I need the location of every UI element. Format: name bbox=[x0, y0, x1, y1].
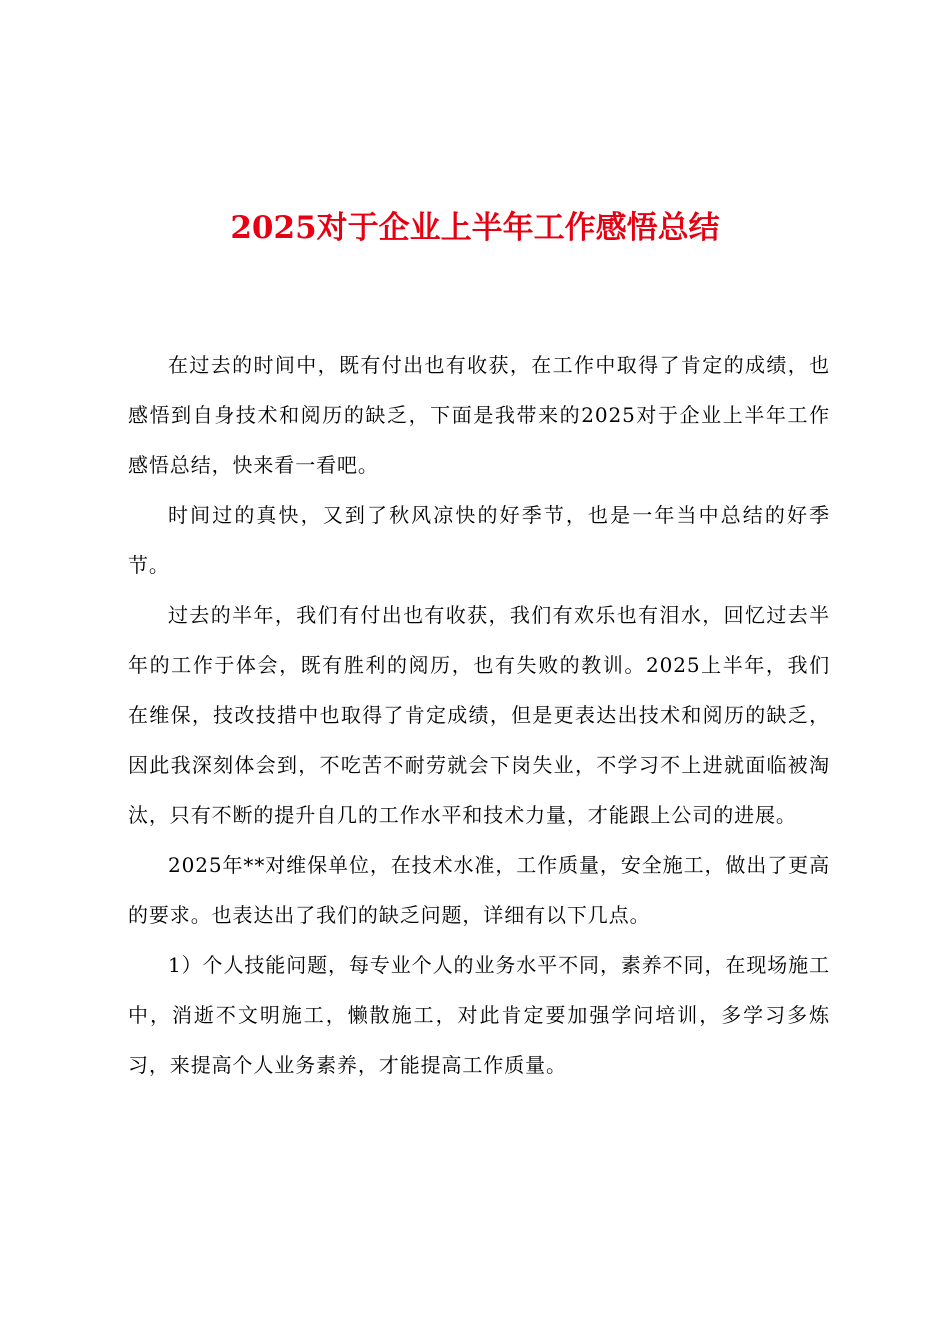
paragraph-intro: 在过去的时间中，既有付出也有收获，在工作中取得了肯定的成绩，也感悟到自身技术和阅历的缺乏，下面是我带来的2025对于企业上半年工作感悟总结，快来看一看吧。 bbox=[128, 353, 830, 477]
paragraph-point-1: 1）个人技能问题，每专业个人的业务水平不同，素养不同，在现场施工中，消逝不文明施工，懒散施工，对此肯定要加强学问培训，多学习多炼习，来提高个人业务素养，才能提高工作质量。 bbox=[128, 953, 830, 1077]
document-title: 2025对于企业上半年工作感悟总结 bbox=[230, 210, 720, 246]
document-body bbox=[128, 340, 830, 1090]
paragraph-review: 过去的半年，我们有付出也有收获，我们有欢乐也有泪水，回忆过去半年的工作于体会，既有胜利的阅历，也有失败的教训。2025上半年，我们在维保，技改技措中也取得了肯定成绩，但是更表达出技术和阅历的缺乏，因此我深刻体会到，不吃苦不耐劳就会下岗失业，不学习不上进就面临被淘汰，只有不断的提升自几的工作水平和技术力量，才能跟上公司的进展。 bbox=[128, 603, 830, 827]
paragraph-season: 时间过的真快，又到了秋风凉快的好季节，也是一年当中总结的好季节。 bbox=[128, 503, 830, 577]
paragraph-requirements: 2025年**对维保单位，在技术水准，工作质量，安全施工，做出了更高的要求。也表达出了我们的缺乏问题，详细有以下几点。 bbox=[128, 853, 830, 927]
